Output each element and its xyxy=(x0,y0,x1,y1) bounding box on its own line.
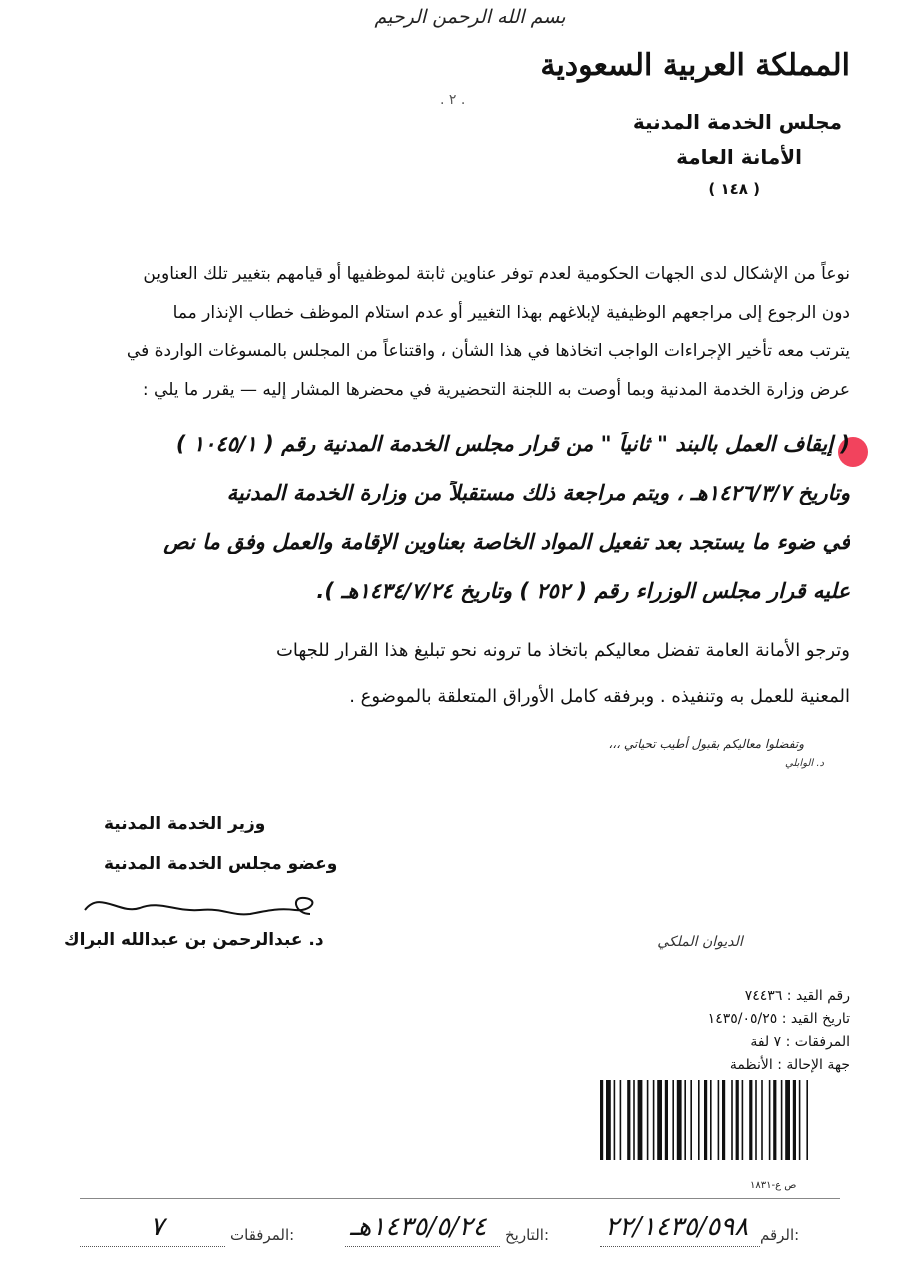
kingdom-title: المملكة العربية السعودية xyxy=(540,48,850,83)
footer-divider xyxy=(80,1198,840,1199)
body-line: دون الرجوع إلى مراجعهم الوظيفية لإبلاغهم بهذا التغيير أو عدم استلام الموظف خطاب الإنذار مما xyxy=(172,302,850,323)
stamp-row: جهة الإحالة : الأنظمة xyxy=(729,1057,850,1073)
barcode-bar xyxy=(710,1080,712,1160)
registration-stamp xyxy=(650,985,850,1077)
barcode-bar xyxy=(785,1080,790,1160)
decision-line: وتاريخ ١٤٢٦/٣/٧هـ ، ويتم مراجعة ذلك مستقبلاً من وزارة الخدمة المدنية xyxy=(226,481,850,505)
greeting-initials: د. الوابلي xyxy=(784,758,824,769)
barcode-bar xyxy=(704,1080,707,1160)
barcode-bar xyxy=(793,1080,796,1160)
barcode-bar xyxy=(698,1080,700,1160)
closing-line: المعنية للعمل به وتنفيذه . وبرفقه كامل الأوراق المتعلقة بالموضوع . xyxy=(349,686,850,707)
barcode xyxy=(600,1080,850,1160)
barcode-bar xyxy=(647,1080,649,1160)
body-line: يترتب معه تأخير الإجراءات الواجب اتخاذها في هذا الشأن ، واقتناعاً من المجلس بالمسوغات الواردة في xyxy=(126,341,850,361)
barcode-bar xyxy=(614,1080,616,1160)
barcode-bar xyxy=(653,1080,655,1160)
barcode-bar xyxy=(731,1080,733,1160)
barcode-bar xyxy=(781,1080,783,1160)
barcode-bar xyxy=(761,1080,763,1160)
page-mark: . ٢ . xyxy=(440,92,466,108)
barcode-bar xyxy=(755,1080,757,1160)
secretariat-name: الأمانة العامة xyxy=(676,145,802,169)
decision-line: في ضوء ما يستجد بعد تفعيل المواد الخاصة بعناوين الإقامة والعمل وفق ما نص xyxy=(163,530,850,554)
barcode-bar xyxy=(627,1080,630,1160)
greeting: وتفضلوا معاليكم بقبول أطيب تحياتي ،،، xyxy=(608,737,804,751)
royal-court-stamp: الديوان الملكي xyxy=(657,934,743,950)
barcode-bar xyxy=(600,1080,603,1160)
signatory-title-2: وعضو مجلس الخدمة المدنية xyxy=(104,854,338,874)
barcode-bar xyxy=(633,1080,635,1160)
barcode-bar xyxy=(606,1080,611,1160)
signatory-title: وزير الخدمة المدنية xyxy=(104,814,266,834)
attachments-label: المرفقات: xyxy=(230,1226,295,1244)
barcode-bar xyxy=(620,1080,622,1160)
barcode-bar xyxy=(742,1080,744,1160)
barcode-bar xyxy=(657,1080,662,1160)
barcode-bar xyxy=(806,1080,808,1160)
attachments-value: ٧ xyxy=(150,1212,164,1242)
barcode-bar xyxy=(684,1080,686,1160)
body-line: عرض وزارة الخدمة المدنية وبما أوصت به اللجنة التحضيرية في محضرها المشار إليه — يقرر ما يلي : xyxy=(142,379,850,400)
number-label: الرقم: xyxy=(760,1226,800,1244)
basmala: بسم الله الرحمن الرحيم xyxy=(374,6,566,28)
barcode-bar xyxy=(665,1080,668,1160)
barcode-bar xyxy=(773,1080,776,1160)
council-name: مجلس الخدمة المدنية xyxy=(632,110,842,134)
barcode-bar xyxy=(736,1080,739,1160)
body-paragraph xyxy=(60,255,850,409)
barcode-bar xyxy=(722,1080,725,1160)
reference-number: ( ١٤٨ ) xyxy=(708,180,760,198)
footer-reference xyxy=(70,1212,830,1252)
barcode-bar xyxy=(690,1080,692,1160)
stamp-row: المرفقات : ٧ لفة xyxy=(750,1034,850,1050)
closing-line: وترجو الأمانة العامة تفضل معاليكم باتخاذ ما ترونه نحو تبليغ هذا القرار للجهات xyxy=(275,640,850,661)
stamp-row: تاريخ القيد : ١٤٣٥/٠٥/٢٥ xyxy=(707,1011,850,1027)
signatory-name: د. عبدالرحمن بن عبدالله البراك xyxy=(64,930,324,950)
decision-line: ( إيقاف العمل بالبند " ثانياً " من قرار مجلس الخدمة المدنية رقم ( ١٠٤٥/١ ) xyxy=(175,432,850,456)
body-line: نوعاً من الإشكال لدى الجهات الحكومية لعدم توفر عناوين ثابتة لموظفيها أو قيامهم بتغيير تلك العناوين xyxy=(143,264,850,284)
signature-scribble xyxy=(80,880,340,930)
date-value: ١٤٣٥/٥/٢٤هـ xyxy=(350,1212,487,1242)
barcode-bar xyxy=(749,1080,752,1160)
barcode-bar xyxy=(799,1080,801,1160)
date-label: التاريخ: xyxy=(505,1226,549,1244)
form-code: ص ع-١٨٣١ xyxy=(750,1180,797,1191)
decision-line: عليه قرار مجلس الوزراء رقم ( ٢٥٢ ) وتاريخ ١٤٣٤/٧/٢٤هـ ). xyxy=(316,579,850,603)
number-value: ٢٢/١٤٣٥/٥٩٨ xyxy=(605,1212,749,1242)
barcode-bar xyxy=(672,1080,674,1160)
stamp-row: رقم القيد : ٧٤٤٣٦ xyxy=(744,988,850,1004)
barcode-bar xyxy=(769,1080,771,1160)
barcode-bar xyxy=(718,1080,720,1160)
closing-paragraph xyxy=(60,628,850,720)
barcode-bar xyxy=(677,1080,682,1160)
barcode-bar xyxy=(638,1080,643,1160)
